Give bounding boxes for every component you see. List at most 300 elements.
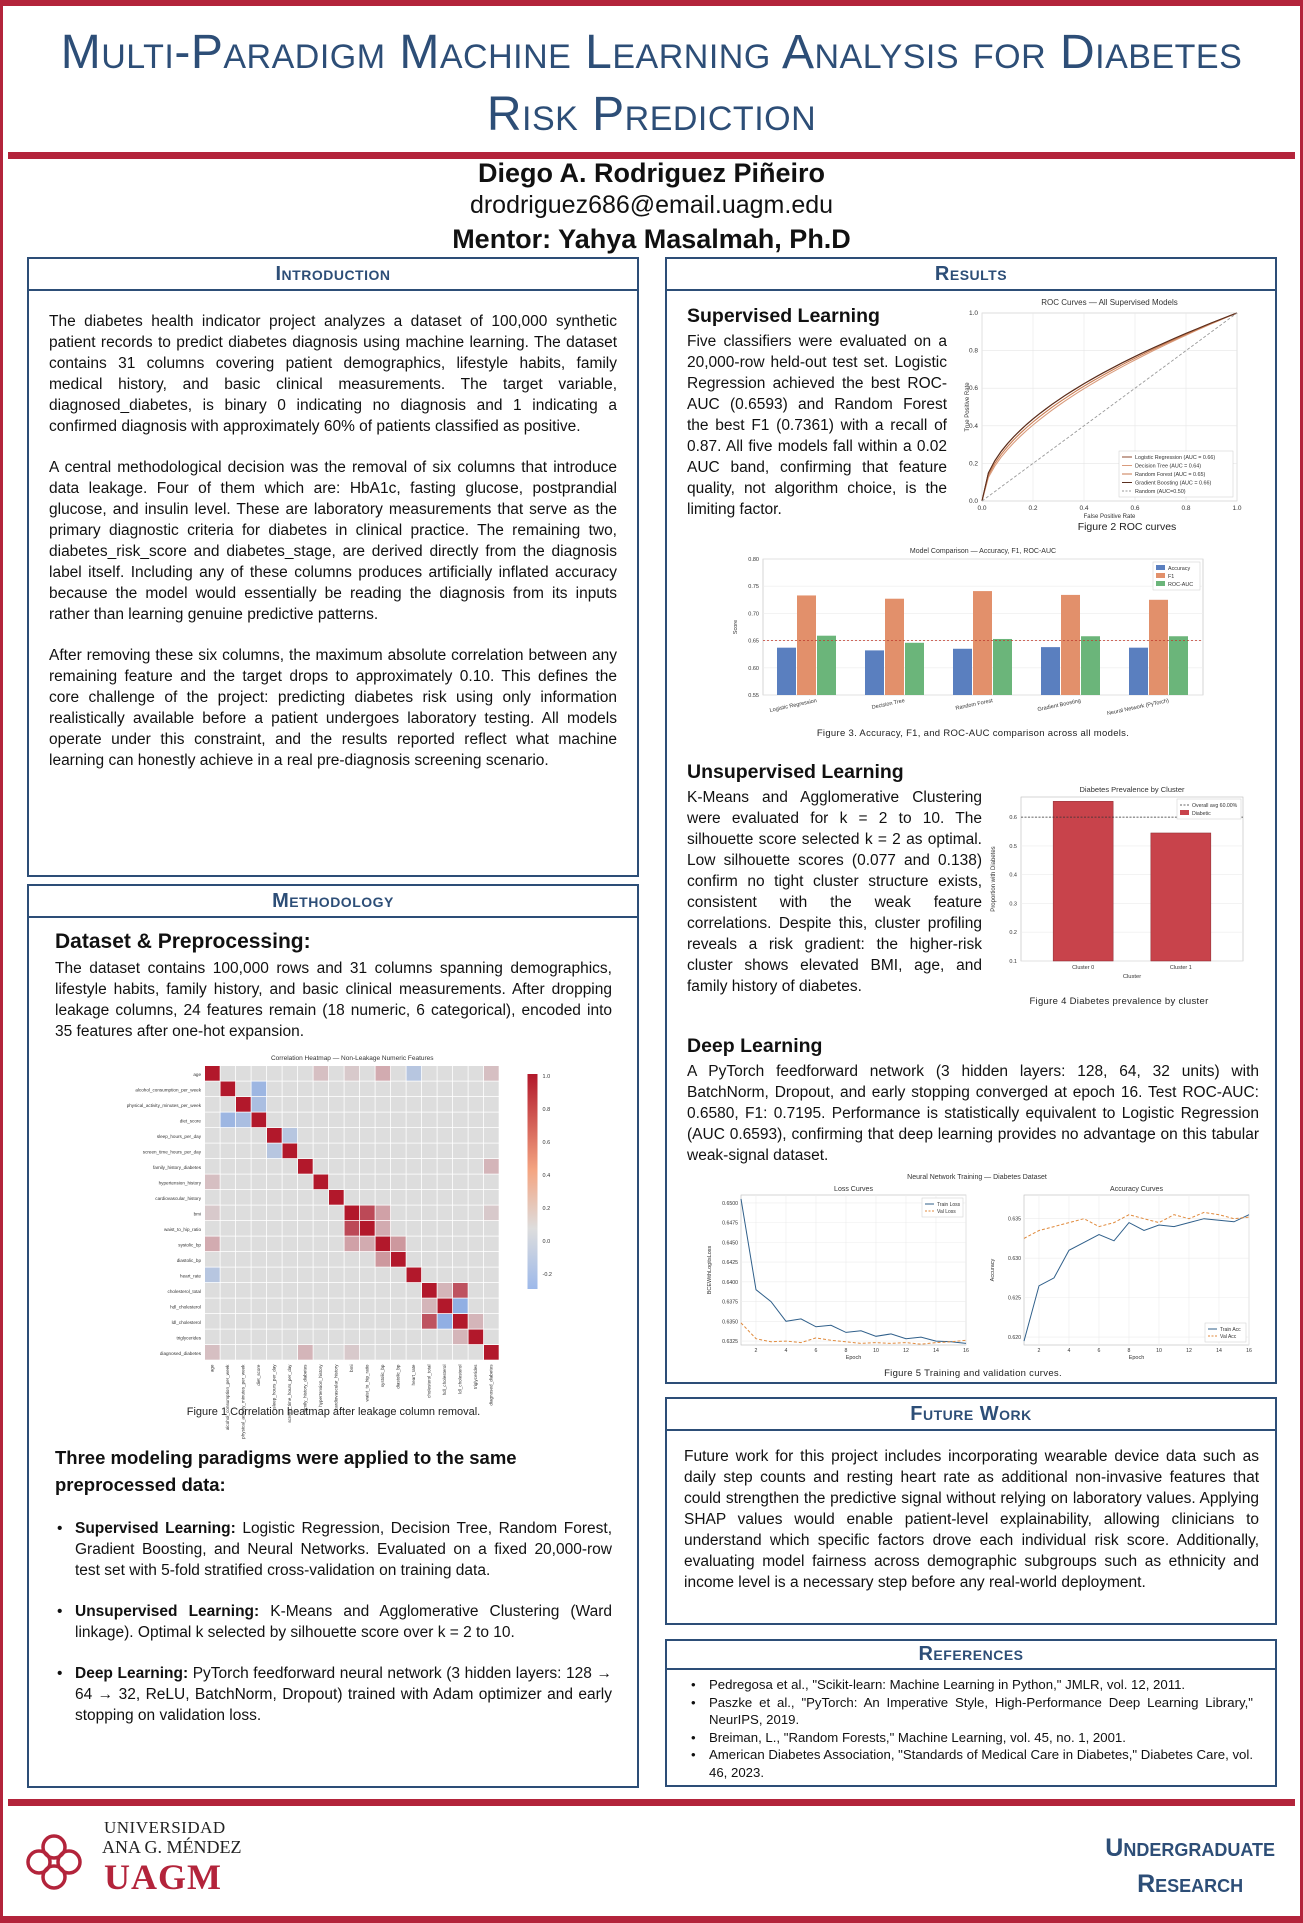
heatmap-cell: [283, 1144, 298, 1159]
author-email: drodriguez686@email.uagm.edu: [469, 191, 834, 219]
heatmap-cell: [484, 1128, 499, 1143]
intro-paragraph-2: A central methodological decision was the removal of six columns that introduce data leakage. Four of them which are: HbA1c, fasting glucose, postprandial glucose, and insulin level. These are laboratory measurements that serve as the primary diagnostic criteria for diabetes in clinical practice. The remaining two, diabetes_risk_score and diabetes_stage, are derived directly from the diagnosis label itself. Including any of these columns produces artificially inflated accuracy because the model would essentially be reading the diagnosis from its inputs rather than learning genuine predictive patterns.: [49, 459, 617, 623]
university-name-line2: ANA G. MÉNDEZ: [102, 1837, 242, 1857]
heatmap-cell: [205, 1330, 220, 1345]
nn-legend-entry: Val Acc: [1220, 1334, 1237, 1340]
nn-x-label: Epoch: [845, 1355, 862, 1361]
heatmap-cell: [407, 1299, 422, 1314]
heatmap-cell: [422, 1128, 437, 1143]
nn-y-tick: 0.6450: [722, 1240, 738, 1247]
heatmap-cell: [376, 1299, 391, 1314]
heatmap-cell: [283, 1175, 298, 1190]
bars-legend-entry: Accuracy: [1168, 566, 1191, 572]
heatmap-cell: [283, 1097, 298, 1112]
heatmap-cell: [391, 1237, 406, 1252]
heatmap-cell: [453, 1097, 468, 1112]
heatmap-col-label: age: [209, 1364, 215, 1373]
heatmap-cell: [360, 1345, 375, 1360]
colorbar-tick: 0.8: [542, 1106, 551, 1113]
heatmap-cell: [314, 1159, 329, 1174]
heatmap-cell: [314, 1206, 329, 1221]
heatmap-cell: [484, 1097, 499, 1112]
heatmap-cell: [345, 1330, 360, 1345]
heatmap-cell: [329, 1314, 344, 1329]
roc-y-label: True Positive Rate: [965, 382, 971, 432]
heatmap-cell: [221, 1128, 236, 1143]
heatmap-cell: [252, 1314, 267, 1329]
heatmap-cell: [298, 1330, 313, 1345]
heatmap-cell: [205, 1221, 220, 1236]
heatmap-cell: [252, 1082, 267, 1097]
heatmap-cell: [469, 1221, 484, 1236]
heatmap-cell: [329, 1082, 344, 1097]
heatmap-cell: [407, 1221, 422, 1236]
heatmap-col-label: cholesterol_total: [426, 1364, 432, 1398]
bars-y-tick: 0.80: [748, 557, 759, 563]
heatmap-col-label: physical_activity_minutes_per_week: [240, 1364, 246, 1439]
heatmap-cell: [314, 1314, 329, 1329]
heatmap-cell: [438, 1314, 453, 1329]
heatmap-cell: [205, 1252, 220, 1267]
heatmap-cell: [298, 1144, 313, 1159]
heatmap-cell: [236, 1268, 251, 1283]
heatmap-cell: [329, 1144, 344, 1159]
heatmap-cell: [298, 1175, 313, 1190]
nn-x-tick: 6: [814, 1348, 818, 1354]
bar: [993, 639, 1012, 695]
heatmap-cell: [252, 1221, 267, 1236]
introduction-heading: Introduction: [29, 259, 637, 291]
nn-y-label: Accuracy: [990, 1258, 996, 1282]
heatmap-cell: [407, 1159, 422, 1174]
nn-y-tick: 0.620: [1008, 1335, 1021, 1342]
nn-x-tick: 4: [784, 1348, 788, 1354]
heatmap-cell: [236, 1128, 251, 1143]
prevalence-y-tick: 0.3: [1009, 901, 1017, 908]
nn-x-tick: 16: [1246, 1348, 1252, 1354]
heatmap-cell: [391, 1159, 406, 1174]
heatmap-cell: [345, 1252, 360, 1267]
heatmap-cell: [283, 1066, 298, 1081]
heatmap-cell: [345, 1066, 360, 1081]
nn-x-tick: 8: [844, 1348, 848, 1354]
prevalence-category-label: Cluster 1: [1169, 965, 1192, 971]
heatmap-cell: [205, 1237, 220, 1252]
roc-x-tick: 0.2: [1028, 505, 1038, 512]
bars-y-label: Score: [733, 619, 739, 635]
bars-category-label: Logistic Regression: [769, 698, 818, 714]
heatmap-cell: [484, 1252, 499, 1267]
heatmap-cell: [329, 1190, 344, 1205]
heatmap-cell: [252, 1144, 267, 1159]
heatmap-cell: [267, 1190, 282, 1205]
heatmap-cell: [329, 1345, 344, 1360]
heatmap-row-label: hypertension_history: [158, 1180, 201, 1186]
heatmap-cell: [484, 1206, 499, 1221]
heatmap-cell: [205, 1345, 220, 1360]
nn-x-tick: 12: [903, 1348, 909, 1354]
heatmap-cell: [469, 1159, 484, 1174]
nn-y-label: BCEWithLogitsLoss: [707, 1245, 713, 1295]
heatmap-cell: [236, 1237, 251, 1252]
heatmap-cell: [314, 1268, 329, 1283]
heatmap-cell: [329, 1237, 344, 1252]
heatmap-cell: [407, 1237, 422, 1252]
unsupervised-subheading: Unsupervised Learning: [687, 761, 904, 783]
heatmap-cell: [407, 1314, 422, 1329]
heatmap-cell: [484, 1268, 499, 1283]
bar: [1041, 647, 1060, 695]
heatmap-cell: [205, 1206, 220, 1221]
results-panel: [665, 257, 1277, 1384]
heatmap-cell: [298, 1314, 313, 1329]
heatmap-cell: [391, 1082, 406, 1097]
heatmap-cell: [252, 1268, 267, 1283]
heatmap-cell: [236, 1113, 251, 1128]
heatmap-cell: [283, 1268, 298, 1283]
heatmap-cell: [283, 1159, 298, 1174]
ur-line-2: Research: [1137, 1870, 1244, 1898]
heatmap-cell: [453, 1314, 468, 1329]
heatmap-row-label: hdl_cholesterol: [170, 1304, 201, 1310]
heatmap-cell: [298, 1252, 313, 1267]
heatmap-col-label: family_history_diabetes: [302, 1364, 308, 1413]
heatmap-cell: [376, 1268, 391, 1283]
heatmap-cell: [360, 1314, 375, 1329]
nn-x-tick: 2: [1037, 1348, 1041, 1354]
heatmap-cell: [469, 1082, 484, 1097]
references-list: [667, 1670, 1275, 1781]
heatmap-col-label: sleep_hours_per_day: [271, 1364, 277, 1409]
heatmap-cell: [267, 1330, 282, 1345]
model-comparison-chart: [703, 545, 1243, 723]
nn-x-tick: 14: [1216, 1348, 1222, 1354]
heatmap-cell: [221, 1299, 236, 1314]
heatmap-cell: [236, 1283, 251, 1298]
heatmap-cell: [298, 1190, 313, 1205]
heatmap-cell: [267, 1175, 282, 1190]
roc-x-tick: 0.0: [977, 505, 987, 512]
bar: [1081, 636, 1100, 695]
paradigm-unsupervised: • Unsupervised Learning: K-Means and Agglomerative Clustering (Ward linkage). Optimal k selected by silhouette score over k = 2 to 10.: [55, 1601, 612, 1643]
heatmap-cell: [345, 1113, 360, 1128]
heatmap-cell: [438, 1128, 453, 1143]
university-name-line1: UNIVERSIDAD: [104, 1818, 226, 1837]
supervised-subheading: Supervised Learning: [687, 305, 880, 327]
future-work-heading: Future Work: [667, 1399, 1275, 1431]
heatmap-cell: [221, 1190, 236, 1205]
heatmap-cell: [283, 1237, 298, 1252]
heatmap-cell: [205, 1082, 220, 1097]
heatmap-cell: [438, 1144, 453, 1159]
heatmap-cell: [298, 1113, 313, 1128]
dataset-paragraph: The dataset contains 100,000 rows and 31 columns spanning demographics, lifestyle habits, family history, and basic clinical measurements. After dropping leakage columns, 24 features remain (18 numeric, 6 categorical), encoded into 35 features after one-hot expansion.: [55, 960, 612, 1040]
heatmap-cell: [360, 1237, 375, 1252]
ur-line-1: Undergraduate: [1105, 1834, 1275, 1862]
nn-legend-entry: Train Acc: [1220, 1327, 1241, 1333]
heatmap-cell: [376, 1314, 391, 1329]
bar: [905, 643, 924, 695]
heatmap-cell: [267, 1144, 282, 1159]
reference-item: • American Diabetes Association, "Standards of Medical Care in Diabetes," Diabetes Care, vol. 46, 2023.: [689, 1746, 1253, 1781]
heatmap-cell: [453, 1128, 468, 1143]
heatmap-cell: [407, 1113, 422, 1128]
heatmap-cell: [422, 1221, 437, 1236]
heatmap-cell: [484, 1237, 499, 1252]
prevalence-bar: [1053, 801, 1113, 961]
heatmap-cell: [329, 1113, 344, 1128]
bar: [797, 595, 816, 695]
bar: [973, 591, 992, 695]
heatmap-cell: [453, 1268, 468, 1283]
roc-x-tick: 1.0: [1232, 505, 1242, 512]
heatmap-cell: [236, 1252, 251, 1267]
bars-y-tick: 0.60: [748, 665, 759, 672]
heatmap-cell: [267, 1113, 282, 1128]
heatmap-cell: [391, 1221, 406, 1236]
nn-y-tick: 0.6375: [722, 1299, 738, 1306]
heatmap-cell: [391, 1190, 406, 1205]
footer-divider: [8, 1799, 1295, 1806]
heatmap-row-label: age: [193, 1072, 201, 1078]
heatmap-cell: [391, 1299, 406, 1314]
heatmap-cell: [438, 1066, 453, 1081]
nn-x-tick: 12: [1186, 1348, 1192, 1354]
figure-5-caption: Figure 5 Training and validation curves.: [884, 1368, 1062, 1379]
heatmap-cell: [484, 1283, 499, 1298]
heatmap-cell: [422, 1144, 437, 1159]
nn-y-tick: 0.6325: [722, 1339, 738, 1346]
nn-x-tick: 10: [873, 1348, 879, 1354]
heatmap-cell: [376, 1221, 391, 1236]
results-heading: Results: [667, 259, 1275, 291]
author-name: Diego A. Rodriguez Piñeiro: [477, 158, 826, 188]
introduction-panel: [27, 257, 639, 877]
bar: [777, 648, 796, 695]
heatmap-row-label: triglycerides: [176, 1335, 201, 1341]
nn-y-tick: 0.6500: [722, 1200, 738, 1207]
heatmap-cell: [267, 1268, 282, 1283]
heatmap-cell: [345, 1314, 360, 1329]
heatmap-cell: [360, 1330, 375, 1345]
heatmap-cell: [469, 1330, 484, 1345]
heatmap-cell: [422, 1314, 437, 1329]
heatmap-cell: [422, 1113, 437, 1128]
cluster-prevalence-chart: [985, 783, 1253, 989]
heatmap-cell: [407, 1252, 422, 1267]
nn-x-label: Epoch: [1128, 1355, 1145, 1361]
heatmap-cell: [221, 1175, 236, 1190]
prevalence-category-label: Cluster 0: [1072, 965, 1095, 971]
bar: [1149, 600, 1168, 695]
heatmap-cell: [267, 1159, 282, 1174]
heatmap-cell: [422, 1283, 437, 1298]
heatmap-row-label: diagnosed_diabetes: [159, 1351, 201, 1357]
heatmap-title: Correlation Heatmap — Non-Leakage Numeric Features: [270, 1055, 434, 1062]
heatmap-cell: [438, 1159, 453, 1174]
heatmap-cell: [267, 1252, 282, 1267]
roc-y-tick: 0.4: [968, 422, 978, 430]
heatmap-cell: [469, 1345, 484, 1360]
roc-x-tick: 0.4: [1079, 505, 1089, 512]
methodology-heading: Methodology: [29, 886, 637, 918]
bars-legend-swatch: [1156, 573, 1165, 578]
roc-x-label: False Positive Rate: [1083, 514, 1136, 520]
bars-legend-entry: ROC-AUC: [1168, 582, 1194, 588]
heatmap-cell: [205, 1128, 220, 1143]
bar: [953, 649, 972, 695]
heatmap-cell: [345, 1159, 360, 1174]
heatmap-cell: [469, 1097, 484, 1112]
figure-2-caption: Figure 2 ROC curves: [1077, 521, 1177, 533]
heatmap-col-label: heart_rate: [411, 1364, 417, 1386]
heatmap-cell: [453, 1159, 468, 1174]
heatmap-row-label: cardiovascular_history: [155, 1196, 201, 1202]
bars-y-tick: 0.55: [748, 693, 759, 699]
heatmap-cell: [391, 1206, 406, 1221]
heatmap-cell: [221, 1314, 236, 1329]
colorbar-tick: 0.2: [542, 1205, 551, 1212]
heatmap-cell: [329, 1268, 344, 1283]
heatmap-cell: [314, 1252, 329, 1267]
heatmap-cell: [267, 1299, 282, 1314]
heatmap-cell: [360, 1082, 375, 1097]
heatmap-cell: [252, 1066, 267, 1081]
heatmap-cell: [360, 1144, 375, 1159]
roc-legend-entry: Decision Tree (AUC = 0.64): [1135, 463, 1202, 470]
heatmap-cell: [345, 1345, 360, 1360]
heatmap-cell: [391, 1144, 406, 1159]
heatmap-cell: [252, 1283, 267, 1298]
nn-panel-title: Loss Curves: [834, 1186, 873, 1193]
heatmap-cell: [314, 1175, 329, 1190]
bars-category-label: Decision Tree: [871, 698, 906, 711]
prevalence-title: Diabetes Prevalence by Cluster: [1079, 785, 1185, 794]
heatmap-cell: [438, 1113, 453, 1128]
heatmap-cell: [236, 1144, 251, 1159]
prevalence-y-tick: 0.4: [1009, 872, 1017, 879]
heatmap-cell: [236, 1330, 251, 1345]
heatmap-cell: [329, 1330, 344, 1345]
heatmap-cell: [283, 1113, 298, 1128]
heatmap-cell: [267, 1082, 282, 1097]
heatmap-cell: [221, 1082, 236, 1097]
heatmap-cell: [391, 1283, 406, 1298]
heatmap-cell: [453, 1082, 468, 1097]
bars-y-tick: 0.75: [748, 584, 759, 591]
heatmap-cell: [453, 1283, 468, 1298]
heatmap-cell: [283, 1330, 298, 1345]
heatmap-cell: [422, 1330, 437, 1345]
heatmap-cell: [221, 1206, 236, 1221]
heatmap-cell: [376, 1159, 391, 1174]
heatmap-cell: [252, 1113, 267, 1128]
heatmap-cell: [438, 1299, 453, 1314]
heatmap-cell: [391, 1252, 406, 1267]
nn-x-tick: 8: [1127, 1348, 1131, 1354]
heatmap-cell: [422, 1206, 437, 1221]
heatmap-cell: [422, 1345, 437, 1360]
heatmap-cell: [314, 1283, 329, 1298]
heatmap-cell: [484, 1159, 499, 1174]
prevalence-x-label: Cluster: [1122, 974, 1142, 980]
methodology-panel: [27, 884, 639, 1788]
heatmap-cell: [298, 1345, 313, 1360]
heatmap-cell: [314, 1066, 329, 1081]
heatmap-col-label: screen_time_hours_per_day: [287, 1364, 293, 1423]
roc-curves-chart: [962, 295, 1262, 523]
roc-legend-entry: Logistic Regression (AUC = 0.66): [1135, 455, 1216, 461]
future-work-panel: [665, 1397, 1277, 1625]
heatmap-cell: [314, 1237, 329, 1252]
heatmap-cell: [329, 1159, 344, 1174]
heatmap-cell: [453, 1190, 468, 1205]
heatmap-cell: [283, 1206, 298, 1221]
colorbar-tick: -0.2: [542, 1271, 552, 1278]
heatmap-cell: [407, 1066, 422, 1081]
heatmap-cell: [469, 1144, 484, 1159]
heatmap-cell: [469, 1175, 484, 1190]
top-stripe: [0, 0, 1303, 6]
heatmap-cell: [438, 1082, 453, 1097]
nn-x-tick: 14: [933, 1348, 939, 1354]
heatmap-cell: [252, 1175, 267, 1190]
heatmap-cell: [453, 1330, 468, 1345]
heatmap-cell: [345, 1175, 360, 1190]
heatmap-cell: [469, 1268, 484, 1283]
heatmap-cell: [422, 1299, 437, 1314]
heatmap-cell: [221, 1159, 236, 1174]
heatmap-cell: [422, 1237, 437, 1252]
heatmap-cell: [329, 1283, 344, 1298]
heatmap-cell: [298, 1128, 313, 1143]
nn-x-tick: 4: [1067, 1348, 1071, 1354]
heatmap-cell: [236, 1299, 251, 1314]
heatmap-cell: [407, 1206, 422, 1221]
heatmap-cell: [360, 1221, 375, 1236]
nn-x-tick: 2: [754, 1348, 758, 1354]
prevalence-legend-entry: Diabetic: [1192, 811, 1211, 817]
nn-y-tick: 0.635: [1008, 1216, 1021, 1223]
heatmap-cell: [453, 1237, 468, 1252]
heatmap-row-label: screen_time_hours_per_day: [142, 1149, 201, 1155]
heatmap-cell: [221, 1252, 236, 1267]
heatmap-cell: [221, 1097, 236, 1112]
heatmap-cell: [391, 1175, 406, 1190]
heatmap-cell: [236, 1097, 251, 1112]
heatmap-cell: [391, 1097, 406, 1112]
heatmap-cell: [283, 1299, 298, 1314]
future-work-paragraph: Future work for this project includes incorporating wearable device data such as daily step counts and resting heart rate as additional non-invasive features that could strengthen the predictive signal without relying on laboratory values. Applying SHAP values would enable patient-level explainability, allowing clinicians to understand which specific factors drove each individual risk score. Additionally, evaluating model fairness across demographic subgroups such as ethnicity and income level is a necessary step before any real-world deployment.: [684, 1448, 1259, 1591]
nn-x-tick: 6: [1097, 1348, 1101, 1354]
heatmap-cell: [252, 1206, 267, 1221]
heatmap-cell: [267, 1314, 282, 1329]
heatmap-cell: [283, 1190, 298, 1205]
heatmap-row-label: waist_to_hip_ratio: [163, 1227, 201, 1233]
heatmap-cell: [360, 1066, 375, 1081]
heatmap-cell: [252, 1190, 267, 1205]
heatmap-cell: [298, 1159, 313, 1174]
paradigm-list: [55, 1518, 612, 1726]
heatmap-cell: [314, 1299, 329, 1314]
heatmap-colorbar: [528, 1074, 538, 1289]
intro-paragraph-3: After removing these six columns, the maximum absolute correlation between any remaining feature and the target drops to approximately 0.10. This defines the core challenge of the project: predicting diabetes risk using only information realistically available before a patient undergoes laboratory testing. All models operate under this constraint, and the results reported reflect what machine learning can honestly achieve in a real pre-diagnosis screening scenario.: [49, 647, 617, 769]
heatmap-row-label: physical_activity_minutes_per_week: [126, 1103, 201, 1109]
supervised-paragraph: Five classifiers were evaluated on a 20,000-row held-out test set. Logistic Regression achieved the best ROC-AUC (0.6593) and Random Forest the best F1 (0.7361) with a recall of 0.87. All five models fall within a 0.02 AUC band, confirming that feature quality, not algorithm choice, is the limiting factor.: [687, 333, 947, 518]
heatmap-cell: [252, 1159, 267, 1174]
roc-y-tick: 0.6: [968, 385, 978, 393]
heatmap-cell: [453, 1221, 468, 1236]
